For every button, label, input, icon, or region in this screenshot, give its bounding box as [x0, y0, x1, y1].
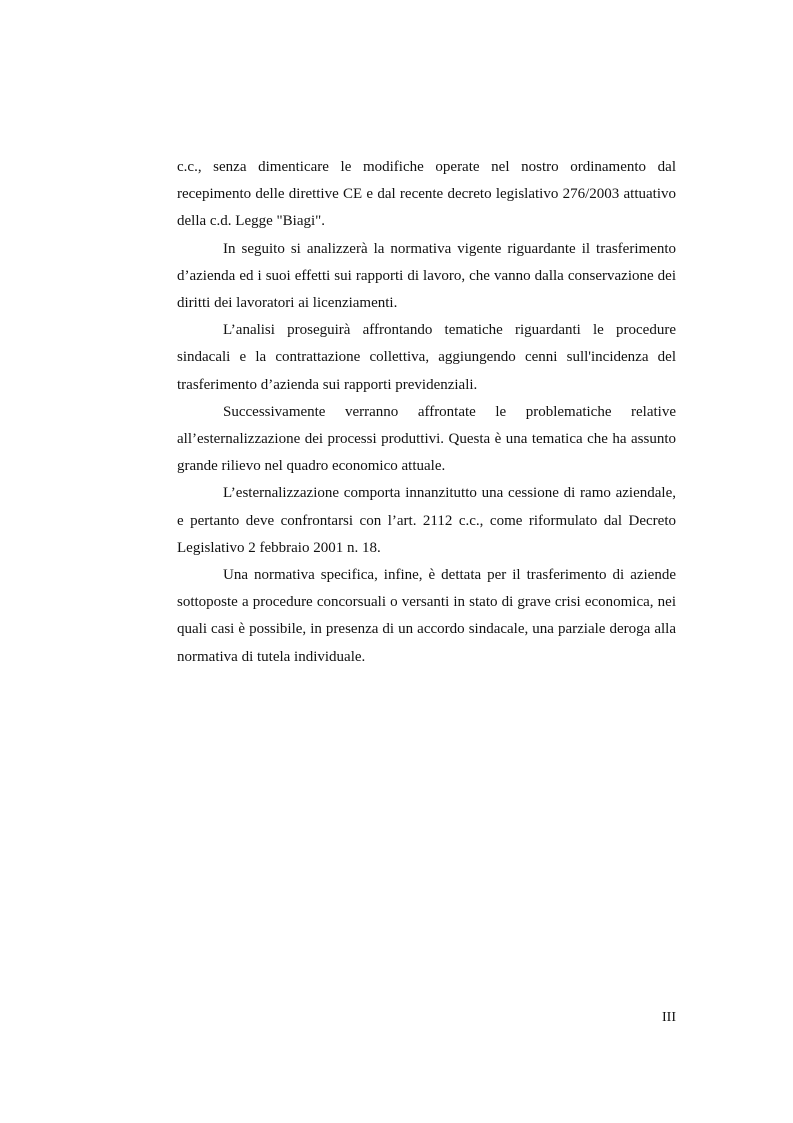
body-text [177, 154, 676, 671]
paragraph-2: In seguito si analizzerà la normativa vigente riguardante il trasferimento d’azienda ed i suoi effetti sui rapporti di lavoro, che vanno dalla conservazione dei diritti dei lavoratori ai licenziamenti. [177, 240, 676, 312]
paragraph-3: L’analisi proseguirà affrontando tematiche riguardanti le procedure sindacali e la contrattazione collettiva, aggiungendo cenni sull'incidenza del trasferimento d’azienda sui rapporti previdenziali. [177, 322, 676, 393]
paragraph-4: Successivamente verranno affrontate le problematiche relative all’esternalizzazione dei processi produttivi. Questa è una tematica che ha assunto grande rilievo nel quadro economico attuale. [177, 403, 676, 475]
paragraph-6: Una normativa specifica, infine, è dettata per il trasferimento di aziende sottoposte a procedure concorsuali o versanti in stato di grave crisi economica, nei quali casi è possibile, in presenza di un accordo sindacale, una parziale deroga alla normativa di tutela individuale. [177, 567, 676, 665]
paragraph-1: c.c., senza dimenticare le modifiche operate nel nostro ordinamento dal recepimento delle direttive CE e dal recente decreto legislativo 276/2003 attuativo della c.d. Legge "Biagi". [177, 159, 676, 230]
paragraph-5: L’esternalizzazione comporta innanzitutto una cessione di ramo aziendale, e pertanto deve confrontarsi con l’art. 2112 c.c., come riformulato dal Decreto Legislativo 2 febbraio 2001 n. 18. [177, 485, 676, 556]
page-number: III [662, 1010, 676, 1025]
